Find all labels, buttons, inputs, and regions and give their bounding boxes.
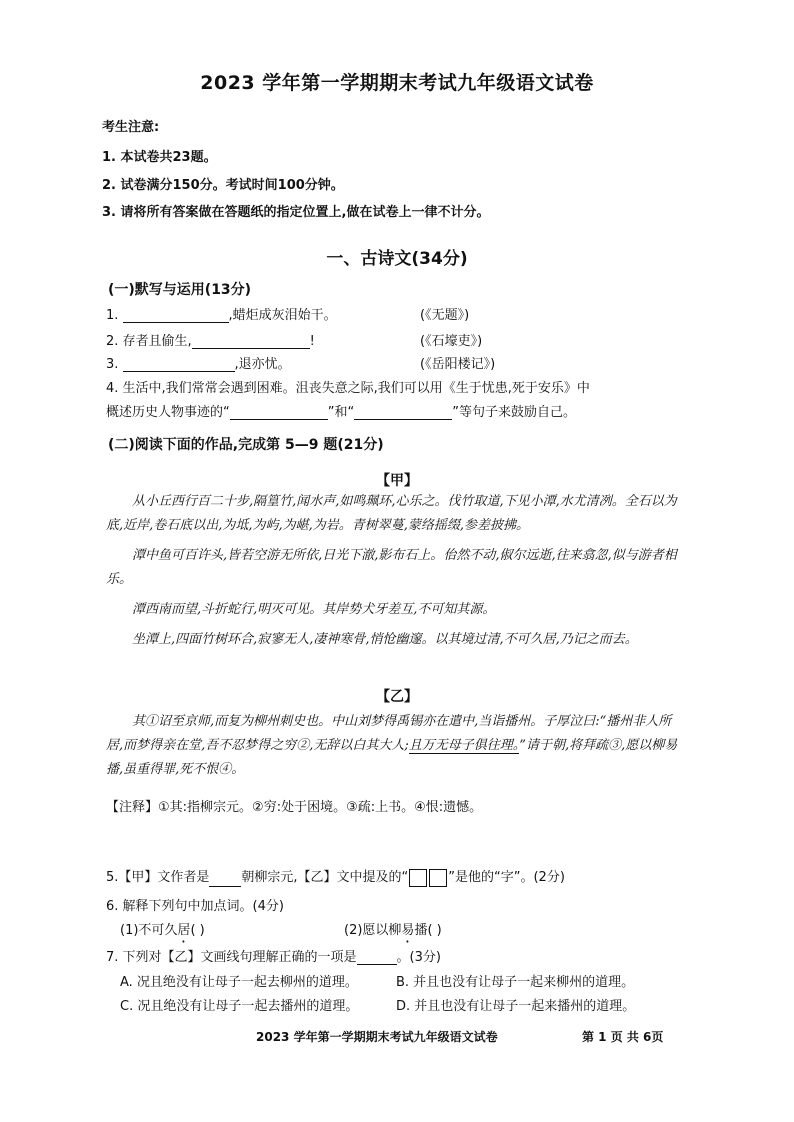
question-6: 6. 解释下列句中加点词。(4分)	[106, 899, 284, 914]
notice-item-3: 3. 请将所有答案做在答题纸的指定位置上,做在试卷上一律不计分。	[102, 205, 490, 220]
q1-answer-blank[interactable]	[123, 322, 229, 323]
question-4-line2	[106, 401, 576, 420]
q5-text-a: 5.【甲】文作者是	[106, 870, 210, 885]
q1-source: (《无题》)	[420, 308, 470, 323]
q2-text: !	[309, 334, 315, 349]
q7-option-c[interactable]: C. 况且绝没有让母子一起去播州的道理。	[120, 999, 359, 1014]
q7-option-d[interactable]: D. 并且也没有让母子一起来播州的道理。	[396, 999, 636, 1014]
q3-number: 3.	[106, 357, 119, 372]
q6-item-1-dotted-word: 居	[177, 923, 191, 938]
question-2	[106, 330, 315, 349]
q5-text-b: 朝柳宗元,【乙】文中提及的“	[241, 870, 409, 885]
question-3	[106, 353, 291, 372]
annotation-notes: 【注释】①其:指柳宗元。②穷:处于困境。③疏:上书。④恨:遗憾。	[106, 800, 483, 815]
jia-paragraph-1: 从小丘西行百二十步,隔篁竹,闻水声,如鸣珮环,心乐之。伐竹取道,下见小潭,水尤清冽。全石以为底,近岸,卷石底以出,为坻,为屿,为嵁,为岩。青树翠蔓,蒙络摇缀,参差披拂。	[106, 494, 677, 533]
q4-text-a: 概述历史人物事迹的“	[106, 405, 230, 420]
q3-source: (《岳阳楼记》)	[420, 357, 496, 372]
q4-text-b: ”和“	[327, 405, 355, 420]
q7-option-b[interactable]: B. 并且也没有让母子一起来柳州的道理。	[396, 975, 635, 990]
yi-paragraph	[106, 710, 686, 782]
yi-underlined-sentence: 且万无母子俱往理。	[408, 738, 520, 753]
q6-item-1-text: (1)不可久	[120, 923, 178, 938]
footer-title: 2023 学年第一学期期末考试九年级语文试卷	[256, 1030, 498, 1044]
passage-jia	[106, 490, 686, 652]
passage-jia-label: 【甲】	[376, 473, 418, 489]
question-7	[106, 946, 441, 965]
yi-text-a: 其①诏至京师,而复为柳州刺史也。中山刘梦得禹锡亦在遣中,当诣播州。子厚泣曰:“播州非人所居,而梦得亲在堂,吾不忍梦得之穷②,无辞以白其大人;	[106, 714, 672, 753]
part2-heading: (二)阅读下面的作品,完成第 5—9 题(21分)	[108, 437, 384, 453]
q7-option-a[interactable]: A. 况且绝没有让母子一起去柳州的道理。	[120, 975, 358, 990]
passage-yi	[106, 710, 686, 782]
q3-answer-blank[interactable]	[123, 371, 235, 372]
notice-item-1: 1. 本试卷共23题。	[102, 150, 217, 165]
q5-answer-blank[interactable]	[209, 886, 241, 887]
jia-paragraph-2: 潭中鱼可百许头,皆若空游无所依,日光下澈,影布石上。佁然不动,俶尔远逝,往来翕忽,似与游者相乐。	[106, 548, 677, 587]
q5-answer-box-1[interactable]	[409, 869, 427, 887]
jia-paragraph-4: 坐潭上,四面竹树环合,寂寥无人,凄神寒骨,悄怆幽邃。以其境过清,不可久居,乃记之而去。	[132, 632, 638, 647]
notice-heading: 考生注意:	[102, 120, 160, 135]
jia-paragraph-3: 潭西南而望,斗折蛇行,明灭可见。其岸势犬牙差互,不可知其源。	[132, 602, 496, 617]
q6-item-1	[120, 919, 205, 946]
question-4-line1: 4. 生活中,我们常常会遇到困难。沮丧失意之际,我们可以用《生于忧患,死于安乐》中	[106, 381, 590, 396]
q4-text-c: ”等句子来鼓励自己。	[452, 405, 576, 420]
page-number: 第 1 页 共 6页	[582, 1030, 664, 1044]
q7-points: 。(3分)	[396, 950, 441, 965]
yi-text-b: ”请于朝,将拜疏③,愿以柳易播,虽重得罪,死不恨④。	[106, 738, 678, 777]
question-5	[106, 866, 565, 887]
q6-item-2	[344, 919, 442, 946]
q5-answer-box-2[interactable]	[429, 869, 447, 887]
q3-text: ,退亦忧。	[234, 357, 291, 372]
notice-item-2: 2. 试卷满分150分。考试时间100分钟。	[102, 178, 344, 193]
question-1	[106, 304, 337, 323]
q6-item-1-answer[interactable]: ( )	[190, 923, 205, 938]
q6-item-2-dotted-word: 易	[401, 923, 415, 938]
section-heading: 一、古诗文(34分)	[326, 249, 468, 269]
q4-answer-blank-1[interactable]	[230, 419, 328, 420]
q5-text-c: ”是他的“字”。(2分)	[448, 870, 565, 885]
q6-item-2-text: (2)愿以柳	[344, 923, 402, 938]
page-title: 2023 学年第一学期期末考试九年级语文试卷	[200, 72, 594, 94]
passage-yi-label: 【乙】	[376, 689, 418, 705]
q1-number: 1.	[106, 308, 119, 323]
part1-heading: (一)默写与运用(13分)	[108, 282, 252, 298]
q2-prefix: 2. 存者且偷生,	[106, 334, 192, 349]
q1-text: ,蜡炬成灰泪始干。	[228, 308, 337, 323]
q2-answer-blank[interactable]	[192, 348, 310, 349]
q4-answer-blank-2[interactable]	[354, 419, 452, 420]
q7-answer-blank[interactable]	[357, 964, 397, 965]
q2-source: (《石壕吏》)	[420, 334, 483, 349]
q7-stem: 7. 下列对【乙】文画线句理解正确的一项是	[106, 950, 357, 965]
q6-item-2-answer[interactable]: 播( )	[414, 923, 442, 938]
